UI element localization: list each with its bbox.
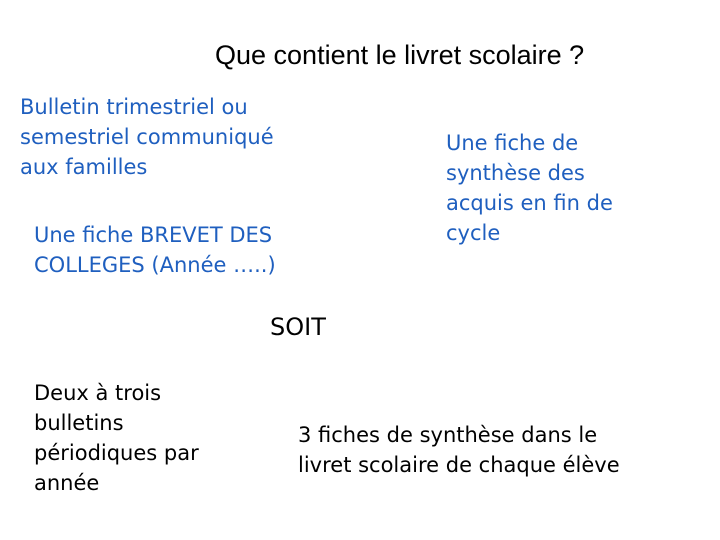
bulletin-line: Bulletin trimestriel ou <box>20 95 248 119</box>
bulletins-count-line: bulletins <box>34 411 124 435</box>
slide-title: Que contient le livret scolaire ? <box>215 40 585 70</box>
synthese-line: synthèse des <box>446 161 585 185</box>
soit-label: SOIT <box>270 313 326 341</box>
bulletins-count-line: périodiques par <box>34 441 199 465</box>
brevet-line: Une fiche BREVET DES <box>34 223 273 247</box>
bulletins-count-block <box>34 378 199 498</box>
bulletin-block <box>20 92 274 182</box>
synthese-line: cycle <box>446 221 501 245</box>
fiches-synthese-line: livret scolaire de chaque élève <box>298 453 620 477</box>
bulletin-line: semestriel communiqué <box>20 125 274 149</box>
brevet-block <box>34 220 276 280</box>
bulletins-count-line: année <box>34 471 100 495</box>
synthese-block <box>446 128 613 248</box>
synthese-line: acquis en fin de <box>446 191 613 215</box>
fiches-synthese-block <box>298 420 620 480</box>
bulletins-count-line: Deux à trois <box>34 381 162 405</box>
brevet-line: COLLEGES (Année …..) <box>34 253 276 277</box>
bulletin-line: aux familles <box>20 155 148 179</box>
fiches-synthese-line: 3 fiches de synthèse dans le <box>298 423 598 447</box>
synthese-line: Une fiche de <box>446 131 579 155</box>
